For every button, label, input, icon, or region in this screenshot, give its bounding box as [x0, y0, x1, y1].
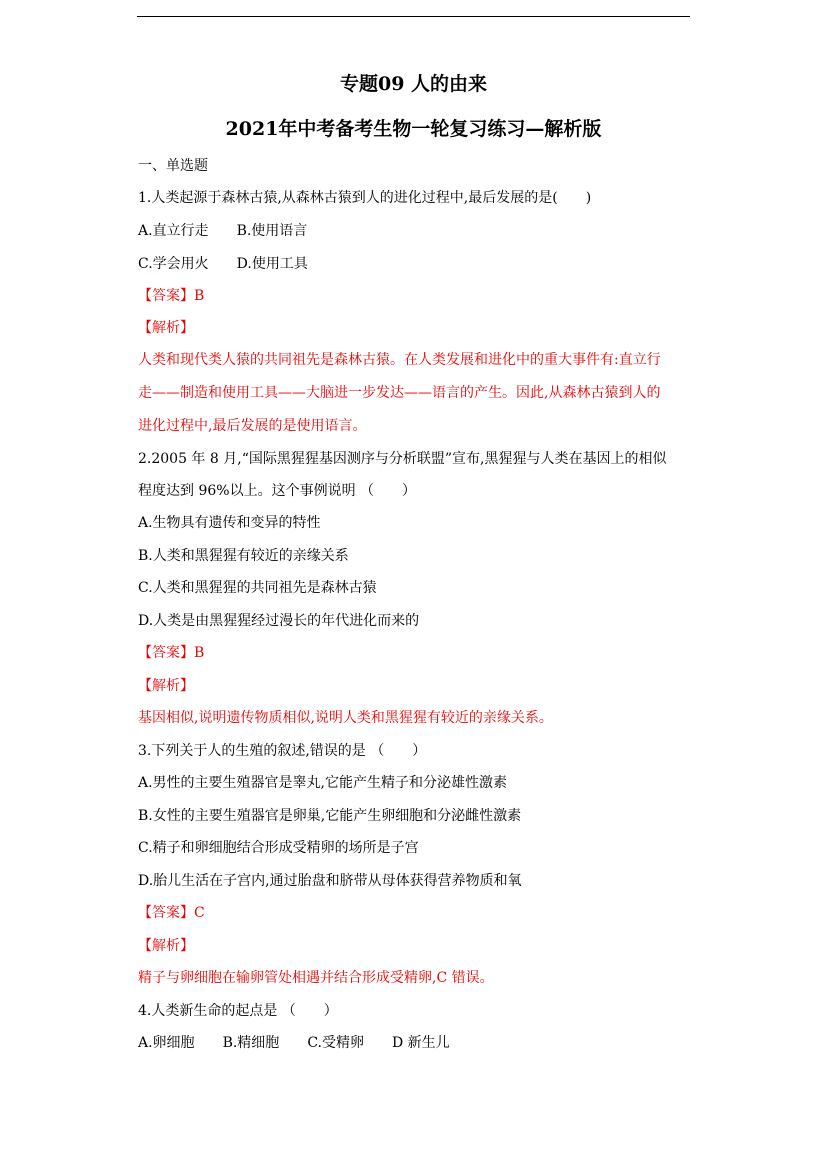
question-1-option-c: C.学会用火	[138, 256, 209, 272]
question-2-option-c: C.人类和黑猩猩的共同祖先是森林古猿	[138, 580, 377, 596]
question-1-stem: 1.人类起源于森林古猿,从森林古猿到人的进化过程中,最后发展的是( )	[138, 190, 592, 206]
question-3-option-d: D.胎儿生活在子宫内,通过胎盘和脐带从母体获得营养物质和氧	[138, 873, 522, 889]
question-4-option-d: D 新生儿	[391, 1035, 450, 1051]
header-rule	[137, 16, 690, 17]
section-heading: 一、单选题	[138, 158, 208, 174]
question-2-answer: 【答案】B	[138, 645, 205, 661]
question-2-option-b: B.人类和黑猩猩有较近的亲缘关系	[138, 548, 349, 564]
question-3-analysis-label: 【解析】	[138, 938, 194, 954]
question-2-option-a: A.生物具有遗传和变异的特性	[138, 515, 321, 531]
question-2-analysis-label: 【解析】	[138, 678, 194, 694]
question-1-answer: 【答案】B	[138, 288, 205, 304]
question-4-option-a: A.卵细胞	[138, 1035, 195, 1051]
question-4-options	[138, 1033, 450, 1053]
question-3-option-a: A.男性的主要生殖器官是睾丸,它能产生精子和分泌雄性激素	[138, 775, 508, 791]
question-1-analysis-line-2: 走——制造和使用工具——大脑进一步发达——语言的产生。因此,从森林古猿到人的	[138, 385, 661, 401]
question-3-stem: 3.下列关于人的生殖的叙述,错误的是 （ ）	[138, 743, 427, 759]
question-2-stem-line-2: 程度达到 96%以上。这个事例说明 （ ）	[138, 483, 417, 499]
question-1-analysis-label: 【解析】	[138, 320, 194, 336]
question-1-analysis-line-1: 人类和现代类人猿的共同祖先是森林古猿。在人类发展和进化中的重大事件有:直立行	[138, 352, 661, 368]
question-4-option-c: C.受精卵	[307, 1035, 364, 1051]
question-2-analysis: 基因相似,说明遗传物质相似,说明人类和黑猩猩有较近的亲缘关系。	[138, 710, 553, 726]
question-3-answer: 【答案】C	[138, 905, 205, 921]
question-1-option-d: D.使用工具	[236, 256, 308, 272]
question-1-options-row-2	[138, 254, 308, 274]
document-subtitle: 2021年中考备考生物一轮复习练习—解析版	[225, 118, 602, 140]
question-1-options-row-1	[138, 221, 307, 241]
question-1-analysis-line-3: 进化过程中,最后发展的是使用语言。	[138, 418, 367, 434]
question-3-option-c: C.精子和卵细胞结合形成受精卵的场所是子宫	[138, 840, 419, 856]
question-2-option-d: D.人类是由黑猩猩经过漫长的年代进化而来的	[138, 613, 420, 629]
question-2-stem-line-1: 2.2005 年 8 月,“国际黑猩猩基因测序与分析联盟”宣布,黑猩猩与人类在基因上的相似	[138, 451, 667, 467]
question-3-option-b: B.女性的主要生殖器官是卵巢,它能产生卵细胞和分泌雌性激素	[138, 808, 522, 824]
question-4-stem: 4.人类新生命的起点是 （ ）	[138, 1003, 338, 1019]
document-title: 专题09 人的由来	[339, 73, 488, 95]
question-1-option-a: A.直立行走	[138, 223, 209, 239]
question-3-analysis: 精子与卵细胞在输卵管处相遇并结合形成受精卵,C 错误。	[138, 970, 494, 986]
question-4-option-b: B.精细胞	[222, 1035, 280, 1051]
question-1-option-b: B.使用语言	[236, 223, 308, 239]
